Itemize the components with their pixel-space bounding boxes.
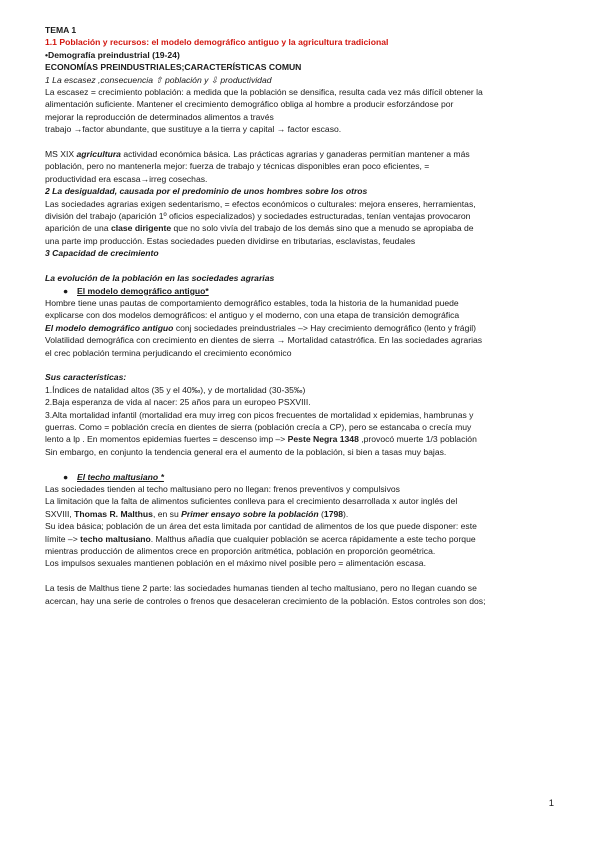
paragraph-line [45,533,565,545]
paragraph-line [45,148,565,160]
paragraph-line: La limitación que la falta de alimentos suficientes conlleva para el crecimiento desarrollada x autor inglés del [45,496,458,507]
paragraph-line: división del trabajo (aparición 1º oficios especializados) y sociedades estructuradas, tenían ventajas provocaron [45,211,471,222]
paragraph-line: alimentación suficiente. Mantener el crecimiento demográfico obliga al hombre a producir esforzándose por [45,99,454,110]
paragraph-line: Las sociedades agrarias exigen sedentarismo, = efectos económicos o culturales: mejora enseres, herramientas, [45,198,476,209]
heading: ECONOMÍAS PREINDUSTRIALES;CARACTERÍSTICAS COMUN [45,62,302,73]
paragraph-line: trabajo →factor abundante, que sustituye a la tierra y capital → factor escaso. [45,124,342,135]
paragraph-line: Su idea básica; población de un área det esta limitada por cantidad de alimentos de los que puede disponer: este [45,521,477,532]
section-title: 1.1 Población y recursos: el modelo demográfico antiguo y la agricultura tradicional [45,37,389,48]
text-run: agricultura [76,149,121,160]
text-run: MS XIX [45,149,77,160]
paragraph-line: población, pero no mantenerla mejor: fuerza de trabajo y técnicas disponibles eran poco eficientes, = [45,161,430,172]
bullet-text: El modelo demográfico antiguo* [77,285,209,296]
paragraph-line [45,322,565,334]
features-heading: Sus características: [45,372,127,383]
text-run: Primer ensayo sobre la población [181,508,319,519]
section2-title: La evolución de la población en las sociedades agrarias [45,273,275,284]
paragraph-line: productividad era escasa→irreg cosechas. [45,173,208,184]
paragraph-line: Los impulsos sexuales mantienen población en el máximo nivel posible pero = alimentación escasa. [45,558,426,569]
text-run: techo maltusiano [80,533,151,544]
paragraph-line: Volatilidad demográfica con crecimiento en dientes de sierra → Mortalidad catastrófica. En las sociedades agrarias [45,335,483,346]
text-run: límite –> [45,533,81,544]
paragraph-line: acercan, hay una serie de controles o frenos que desaceleran crecimiento de la población. Estos controles son dos; [45,595,486,606]
p4-heading: 3 Capacidad de crecimiento [45,248,159,259]
paragraph-line: 1.Índices de natalidad altos (35 y el 40‰), y de mortalidad (30-35‰) [45,384,306,395]
paragraph-line [45,222,565,234]
bullet-item [45,471,565,483]
paragraph-line: mejorar la reproducción de determinados alimentos a través [45,111,274,122]
text-run: clase dirigente [110,223,172,234]
text-run: actividad económica básica. Las prácticas agrarias y ganaderas permitían mantener a más [120,149,470,160]
text-run: El modelo demográfico antiguo [45,322,174,333]
paragraph-line: 2.Baja esperanza de vida al nacer: 25 años para un europeo PSXVIII. [45,397,311,408]
spacer [45,458,565,470]
text-run: lento a lp . En momentos epidemias fuertes = descenso imp –> [45,434,288,445]
bullet-icon: ● [63,285,69,296]
text-run: aparición de una [45,223,111,234]
text-run: ( [318,508,324,519]
text-run: , en su [152,508,182,519]
bullet-item [45,285,565,297]
text-run: conj sociedades preindustriales –> Hay crecimiento demográfico (lento y frágil) [173,322,477,333]
text-run: ). [343,508,349,519]
paragraph-line: 3.Alta mortalidad infantil (mortalidad era muy irreg con picos frecuentes de mortalidad x epidemias, hambrunas y [45,409,474,420]
paragraph-line: La tesis de Malthus tiene 2 parte: las sociedades humanas tienden al techo maltusiano, pero no llegan cuando se [45,583,477,594]
text-run: 1798 [323,508,344,519]
text-run: . Malthus añadía que cualquier población se acerca rápidamente a este techo porque [150,533,476,544]
paragraph-line: el crec población termina perjudicando el crecimiento económico [45,347,292,358]
spacer [45,570,565,582]
page-number: 1 [548,798,554,809]
document-body [45,24,565,607]
paragraph-line: Las sociedades tienden al techo maltusiano pero no llegan: frenos preventivos y compulsivos [45,483,400,494]
paragraph-line [45,508,565,520]
p3-heading: 2 La desigualdad, causada por el predominio de unos hombres sobre los otros [45,186,368,197]
spacer [45,136,565,148]
spacer [45,359,565,371]
bullet-text: El techo maltusiano * [77,471,164,482]
text-run: ,provocó muerte 1/3 población [358,434,477,445]
paragraph-line: guerras. Como = población crecía en dientes de sierra (población crecía a CP), pero se estancaba o crecía muy [45,421,472,432]
paragraph-line [45,433,565,445]
text-run: SXVIII, [45,508,75,519]
p1-heading: 1 La escasez ,consecuencia ⇧ población y ⇩ productividad [45,74,272,85]
paragraph-line: Hombre tiene unas pautas de comportamiento demográfico estables, toda la historia de la humanidad puede [45,297,459,308]
text-run: Peste Negra 1348 [287,434,359,445]
subtitle: •Demografía preindustrial (19-24) [45,49,180,60]
paragraph-line: La escasez = crecimiento población: a medida que la población se densifica, resulta cada vez más difícil obtener la [45,87,483,98]
doc-title: TEMA 1 [45,25,77,35]
text-run: que no solo vivía del trabajo de los demás sino que a menudo se apropiaba de [171,223,474,234]
text-run: Thomas R. Malthus [74,508,153,519]
paragraph-line: explicarse con dos modelos demográficos: el antiguo y el moderno, con una etapa de transición demográfica [45,310,460,321]
paragraph-line: Sin embargo, en conjunto la tendencia general era el aumento de la población, si bien a tasas muy bajas. [45,446,447,457]
paragraph-line: mientras producción de alimentos crece en proporción aritmética, población en proporción geométrica. [45,546,436,556]
bullet-icon: ● [63,471,69,482]
spacer [45,260,565,272]
paragraph-line: una parte imp producción. Estas sociedades pueden dividirse en tributarias, esclavistas, feudales [45,235,416,246]
